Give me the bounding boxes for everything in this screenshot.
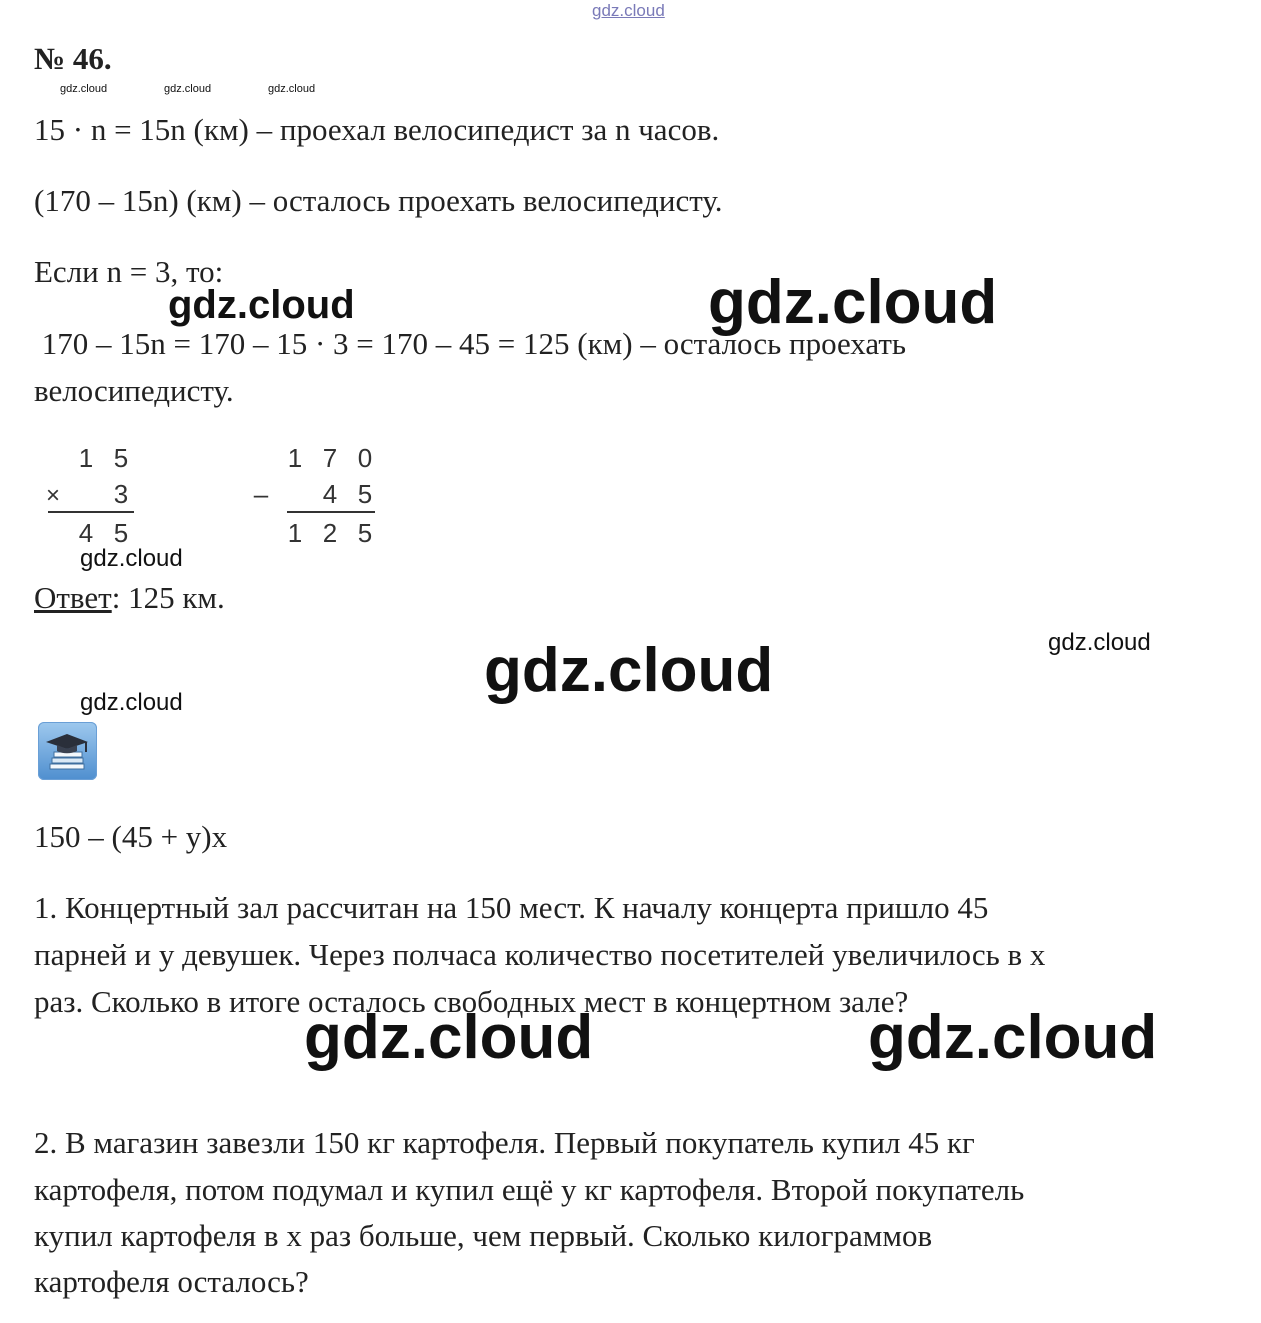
answer-line bbox=[34, 574, 225, 621]
watermark-small: gdz.cloud bbox=[164, 83, 212, 95]
mult-rule bbox=[48, 511, 134, 513]
sub-result-digit: 2 bbox=[322, 518, 338, 548]
task1-line: 1. Концертный зал рассчитан на 150 мест. К началу концерта пришло 45 bbox=[34, 890, 989, 925]
watermark-small: gdz.cloud bbox=[268, 83, 316, 95]
task2-line: купил картофеля в х раз больше, чем первый. Сколько килограммов bbox=[34, 1218, 933, 1253]
mult-top-digit: 5 bbox=[113, 443, 129, 473]
mult-result-digit: 5 bbox=[113, 518, 129, 548]
watermark-large: gdz.cloud bbox=[168, 283, 355, 327]
task1-line: раз. Сколько в итоге осталось свободных мест в концертном зале? bbox=[34, 984, 909, 1019]
task-number-title: № 46. bbox=[34, 41, 112, 76]
sub-sign: – bbox=[253, 479, 269, 509]
expression: 150 – (45 + y)x bbox=[34, 819, 228, 854]
graduation-cap-books-icon bbox=[38, 722, 97, 780]
task2-line: 2. В магазин завезли 150 кг картофеля. Первый покупатель купил 45 кг bbox=[34, 1125, 975, 1160]
task1-line: парней и у девушек. Через полчаса количество посетителей увеличилось в х bbox=[34, 937, 1046, 972]
sub-rule bbox=[287, 511, 375, 513]
sub-top-digit: 1 bbox=[287, 443, 303, 473]
watermark-xlarge: gdz.cloud bbox=[868, 1003, 1158, 1072]
answer-value: : 125 км. bbox=[111, 580, 225, 615]
sub-result-digit: 5 bbox=[357, 518, 373, 548]
mult-bottom-digit: 3 bbox=[113, 479, 129, 509]
sub-bottom-digit: 5 bbox=[357, 479, 373, 509]
task2-line: картофеля осталось? bbox=[34, 1264, 309, 1299]
watermark-xlarge: gdz.cloud bbox=[484, 636, 774, 705]
sub-top-digit: 7 bbox=[322, 443, 338, 473]
sub-result-digit: 1 bbox=[287, 518, 303, 548]
watermark-top: gdz.cloud bbox=[592, 1, 665, 20]
watermark-medium: gdz.cloud bbox=[1048, 629, 1151, 656]
solution-line-3: Если n = 3, то: bbox=[34, 254, 224, 289]
column-multiplication bbox=[40, 440, 150, 550]
column-subtraction bbox=[245, 440, 385, 550]
sub-bottom-digit: 4 bbox=[322, 479, 338, 509]
watermark-xlarge: gdz.cloud bbox=[708, 268, 998, 337]
sub-top-digit: 0 bbox=[357, 443, 373, 473]
answer-label: Ответ bbox=[34, 580, 112, 615]
mult-result-digit: 4 bbox=[78, 518, 94, 548]
mult-sign: × bbox=[45, 482, 60, 509]
watermark-small: gdz.cloud bbox=[60, 83, 108, 95]
solution-line-4b: велосипедисту. bbox=[34, 373, 234, 408]
solution-line-2: (170 – 15n) (км) – осталось проехать велосипедисту. bbox=[34, 183, 723, 218]
solution-line-4a: 170 – 15n = 170 – 15 · 3 = 170 – 45 = 125 (км) – осталось проехать bbox=[34, 326, 907, 361]
watermark-xlarge: gdz.cloud bbox=[304, 1003, 594, 1072]
watermark-medium: gdz.cloud bbox=[80, 689, 183, 716]
task2-line: картофеля, потом подумал и купил ещё у кг картофеля. Второй покупатель bbox=[34, 1172, 1025, 1207]
mult-top-digit: 1 bbox=[78, 443, 94, 473]
solution-line-1: 15 · n = 15n (км) – проехал велосипедист за n часов. bbox=[34, 112, 720, 147]
watermark-medium: gdz.cloud bbox=[80, 545, 183, 572]
